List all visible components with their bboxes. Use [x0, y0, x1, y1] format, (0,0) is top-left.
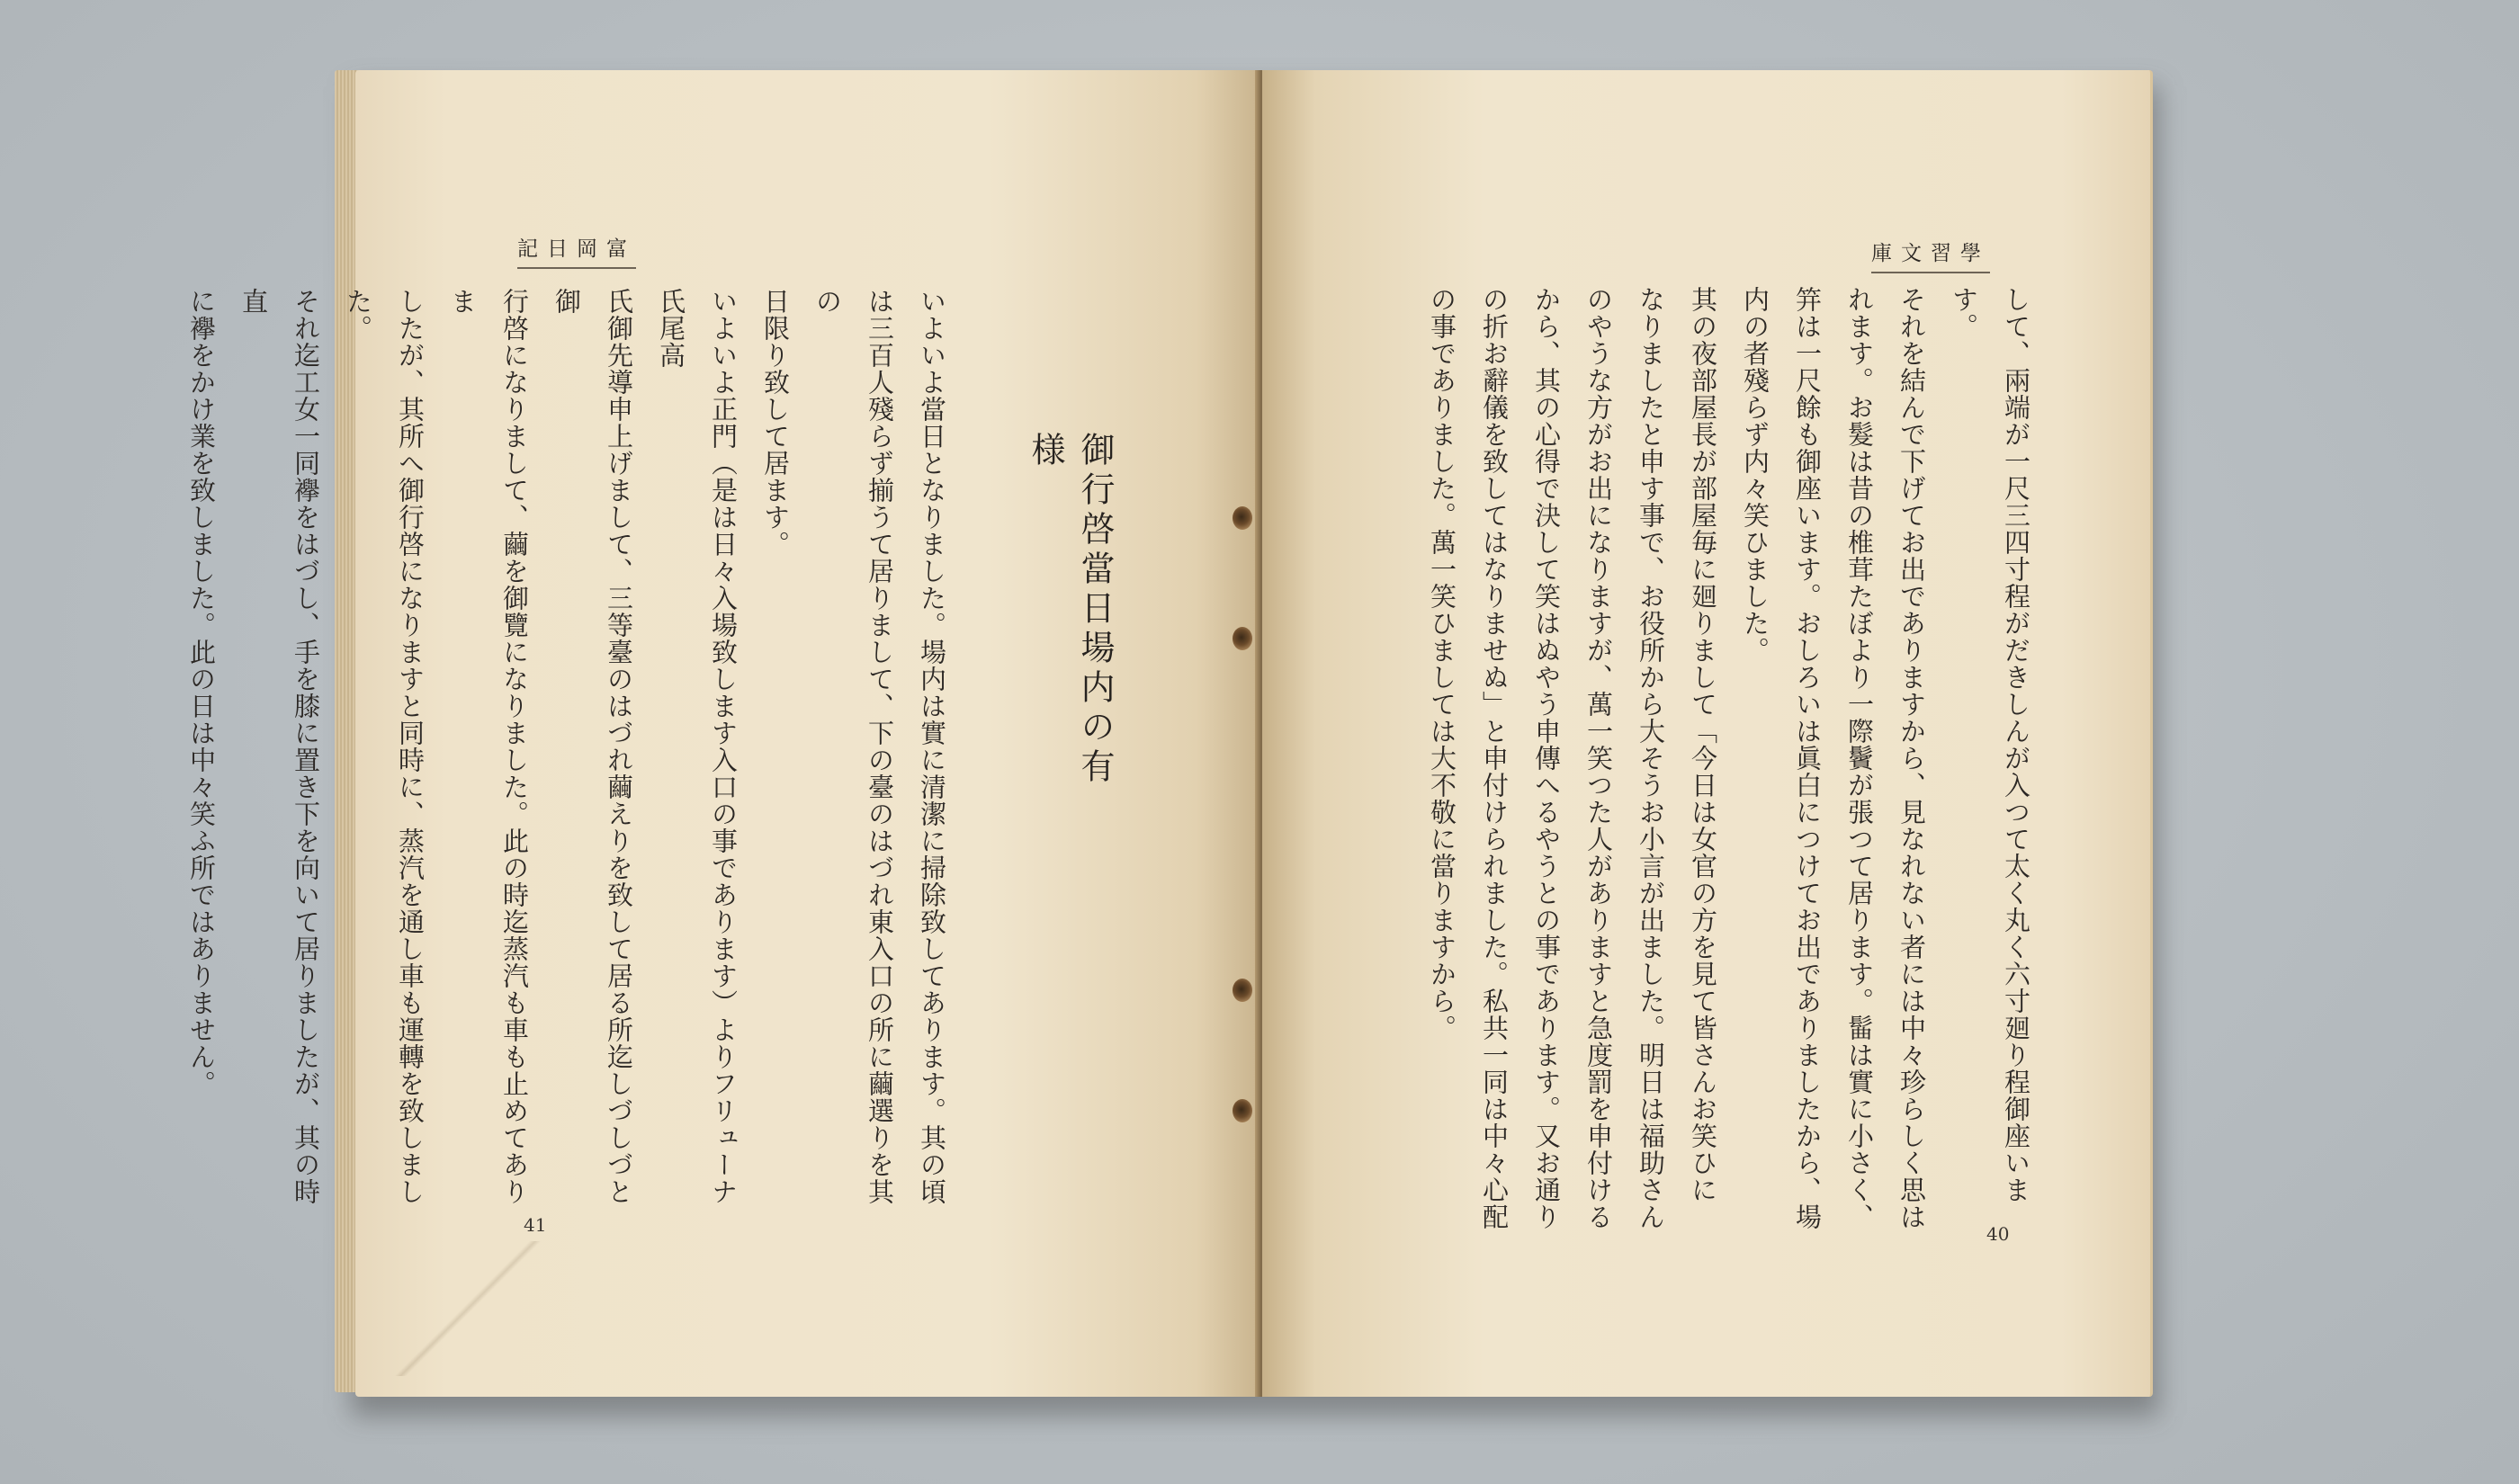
right-col-1: して、兩端が一尺三四寸程がだきしんが入つて太く丸く六寸廻り程御座います。	[1949, 286, 2031, 1203]
left-col-1: いよいよ當日となりました。場内は實に清潔に掃除致してあります。其の頃	[917, 288, 947, 1205]
left-col-2: は三百人殘らず揃うて居りまして、下の臺のはづれ東入口の所に繭選りを其の	[812, 288, 895, 1205]
left-page-number: 41	[524, 1214, 547, 1236]
right-running-head: 庫文習學	[1871, 237, 1990, 273]
binding-hole	[1233, 1099, 1252, 1122]
binding-hole	[1233, 506, 1252, 530]
right-col-5: 内の者殘らず内々笑ひました。	[1740, 286, 1770, 664]
right-col-9: から、其の心得で決して笑はぬやう申傳へるやうとの事であります。又お通り	[1531, 286, 1562, 1230]
corner-fold	[387, 1241, 549, 1376]
right-col-11: の事でありました。萬一笑ひましては大不敬に當りますから。	[1427, 286, 1457, 1041]
right-col-2: それを結んで下げてお出でありますから、見なれない者には中々珍らしく思は	[1896, 286, 1927, 1230]
left-body-text	[186, 288, 958, 1223]
right-col-6: 其の夜部屋長が部屋毎に廻りまして「今日は女官の方を見て皆さんお笑ひに	[1688, 286, 1718, 1203]
left-col-5: 氏御先導申上げまして、三等臺のはづれ繭えりを致して居る所迄しづしづと御	[551, 288, 634, 1205]
right-body-text	[1427, 286, 2042, 1230]
binding-hole	[1233, 979, 1252, 1002]
right-col-10: の折お辭儀を致してはなりませぬ」と申付けられました。私共一同は中々心配	[1479, 286, 1510, 1230]
right-col-7: なりましたと申す事で、お役所から大そうお小言が出ました。明日は福助さん	[1636, 286, 1666, 1230]
right-col-4: 笄は一尺餘も御座います。おしろいは眞白につけてお出でありましたから、場	[1792, 286, 1823, 1230]
left-col-8: それ迄工女一同襷をはづし、手を膝に置き下を向いて居りましたが、其の時直	[238, 288, 321, 1205]
section-heading: 御行啓當日場内の有様	[1026, 432, 1115, 788]
binding-hole	[1233, 627, 1252, 650]
left-running-head: 記日岡富	[517, 232, 636, 269]
right-col-3: れます。お髮は昔の椎茸たぼより一際鬢が張つて居ります。髷は實に小さく、	[1844, 286, 1875, 1230]
left-col-3: 日限り致して居ます。	[760, 288, 791, 558]
right-page-number: 40	[1986, 1223, 2010, 1245]
left-col-7: したが、其所へ御行啓になりますと同時に、蒸汽を通し車も運轉を致しました。	[343, 288, 426, 1205]
left-col-9: に襷をかけ業を致しました。此の日は中々笑ふ所ではありません。	[186, 288, 217, 1097]
right-col-8: のやうな方がお出になりますが、萬一笑つた人がありますと急度罰を申付ける	[1583, 286, 1614, 1230]
left-col-6: 行啓になりまして、繭を御覽になりました。此の時迄蒸汽も車も止めてありま	[447, 288, 530, 1205]
left-col-4: いよいよ正門（是は日々入場致します入口の事であります）よりフリューナ氏尾高	[656, 288, 739, 1205]
